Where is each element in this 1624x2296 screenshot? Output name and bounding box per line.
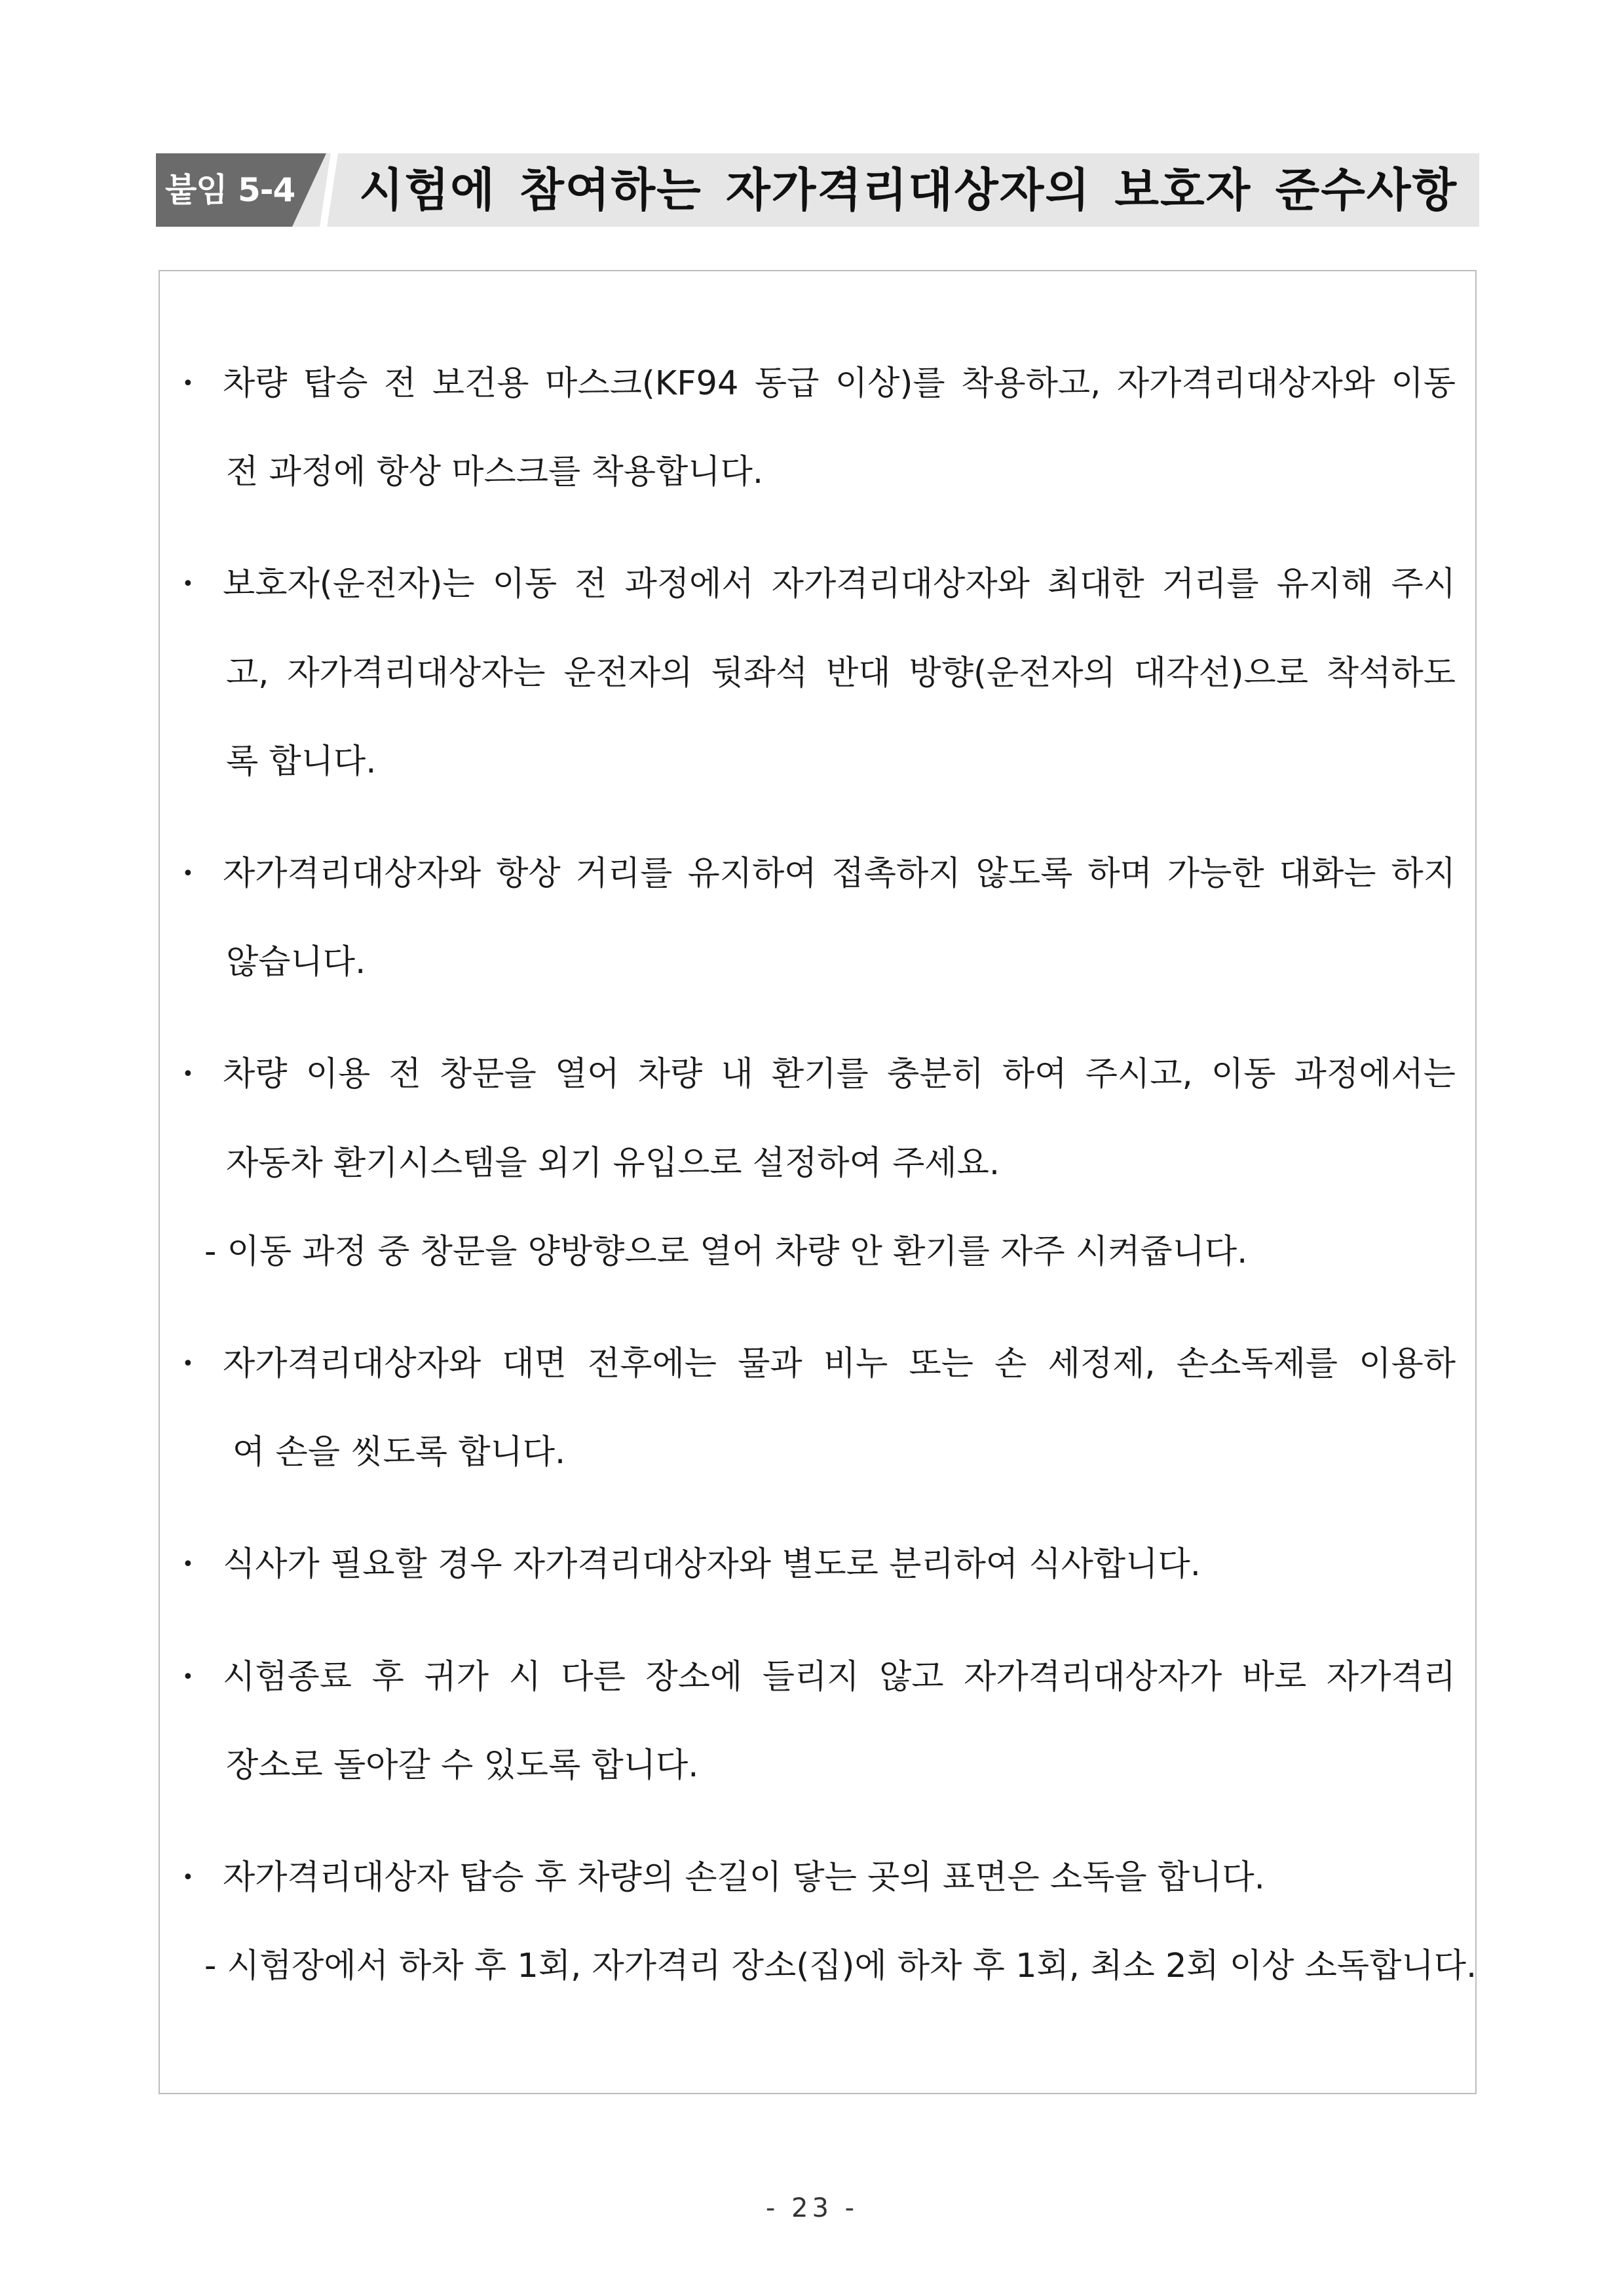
- item-1-line-1: 차량 탑승 전 보건용 마스크(KF94 동급 이상)를 착용하고, 자가격리대상자와 이동: [223, 364, 1456, 403]
- item-1-line-2: 전 과정에 항상 마스크를 착용합니다.: [226, 453, 764, 491]
- item-3-line-2: 않습니다.: [226, 943, 366, 982]
- bullet-icon: •: [182, 862, 194, 885]
- item-7-line-1: 시험종료 후 귀가 시 다른 장소에 들리지 않고 자가격리대상자가 바로 자가격리: [223, 1658, 1456, 1696]
- bullet-icon: •: [182, 573, 194, 596]
- bullet-icon: •: [182, 1666, 194, 1689]
- item-7-line-2: 장소로 돌아갈 수 있도록 합니다.: [226, 1746, 699, 1785]
- bullet-icon: •: [182, 1352, 194, 1375]
- item-2-line-3: 록 합니다.: [226, 742, 377, 781]
- section-header: [156, 153, 1479, 227]
- bullet-icon: •: [182, 1866, 194, 1889]
- page-number: - 23 -: [765, 2193, 859, 2223]
- item-5-line-2: 여 손을 씻도록 합니다.: [233, 1433, 566, 1472]
- item-2-line-2: 고, 자가격리대상자는 운전자의 뒷좌석 반대 방향(운전자의 대각선)으로 착석하도: [226, 654, 1456, 693]
- item-8-sub-note: - 시험장에서 하차 후 1회, 자가격리 장소(집)에 하차 후 1회, 최소 2회 이상 소독합니다.: [204, 1947, 1477, 1985]
- item-4-line-2: 자동차 환기시스템을 외기 유입으로 설정하여 주세요.: [226, 1144, 1000, 1183]
- item-4-sub-note: - 이동 과정 중 창문을 양방향으로 열어 차량 안 환기를 자주 시켜줍니다.: [204, 1233, 1248, 1271]
- bullet-icon: •: [182, 372, 194, 395]
- header-divider: [320, 153, 338, 227]
- bullet-icon: •: [182, 1063, 194, 1086]
- attachment-tag-label: 붙임 5-4: [165, 171, 295, 209]
- item-8-line-1: 자가격리대상자 탑승 후 차량의 손길이 닿는 곳의 표면은 소독을 합니다.: [223, 1858, 1265, 1897]
- item-3-line-1: 자가격리대상자와 항상 거리를 유지하여 접촉하지 않도록 하며 가능한 대화는 하지: [223, 854, 1456, 893]
- item-5-line-1: 자가격리대상자와 대면 전후에는 물과 비누 또는 손 세정제, 손소독제를 이용하: [223, 1345, 1456, 1383]
- bullet-icon: •: [182, 1553, 194, 1576]
- item-2-line-1: 보호자(운전자)는 이동 전 과정에서 자가격리대상자와 최대한 거리를 유지해 주시: [223, 565, 1456, 603]
- item-4-line-1: 차량 이용 전 창문을 열어 차량 내 환기를 충분히 하여 주시고, 이동 과정에서는: [223, 1055, 1456, 1094]
- item-6-line-1: 식사가 필요할 경우 자가격리대상자와 별도로 분리하여 식사합니다.: [223, 1545, 1201, 1584]
- page-title: 시험에 참여하는 자가격리대상자의 보호자 준수사항: [359, 163, 1458, 217]
